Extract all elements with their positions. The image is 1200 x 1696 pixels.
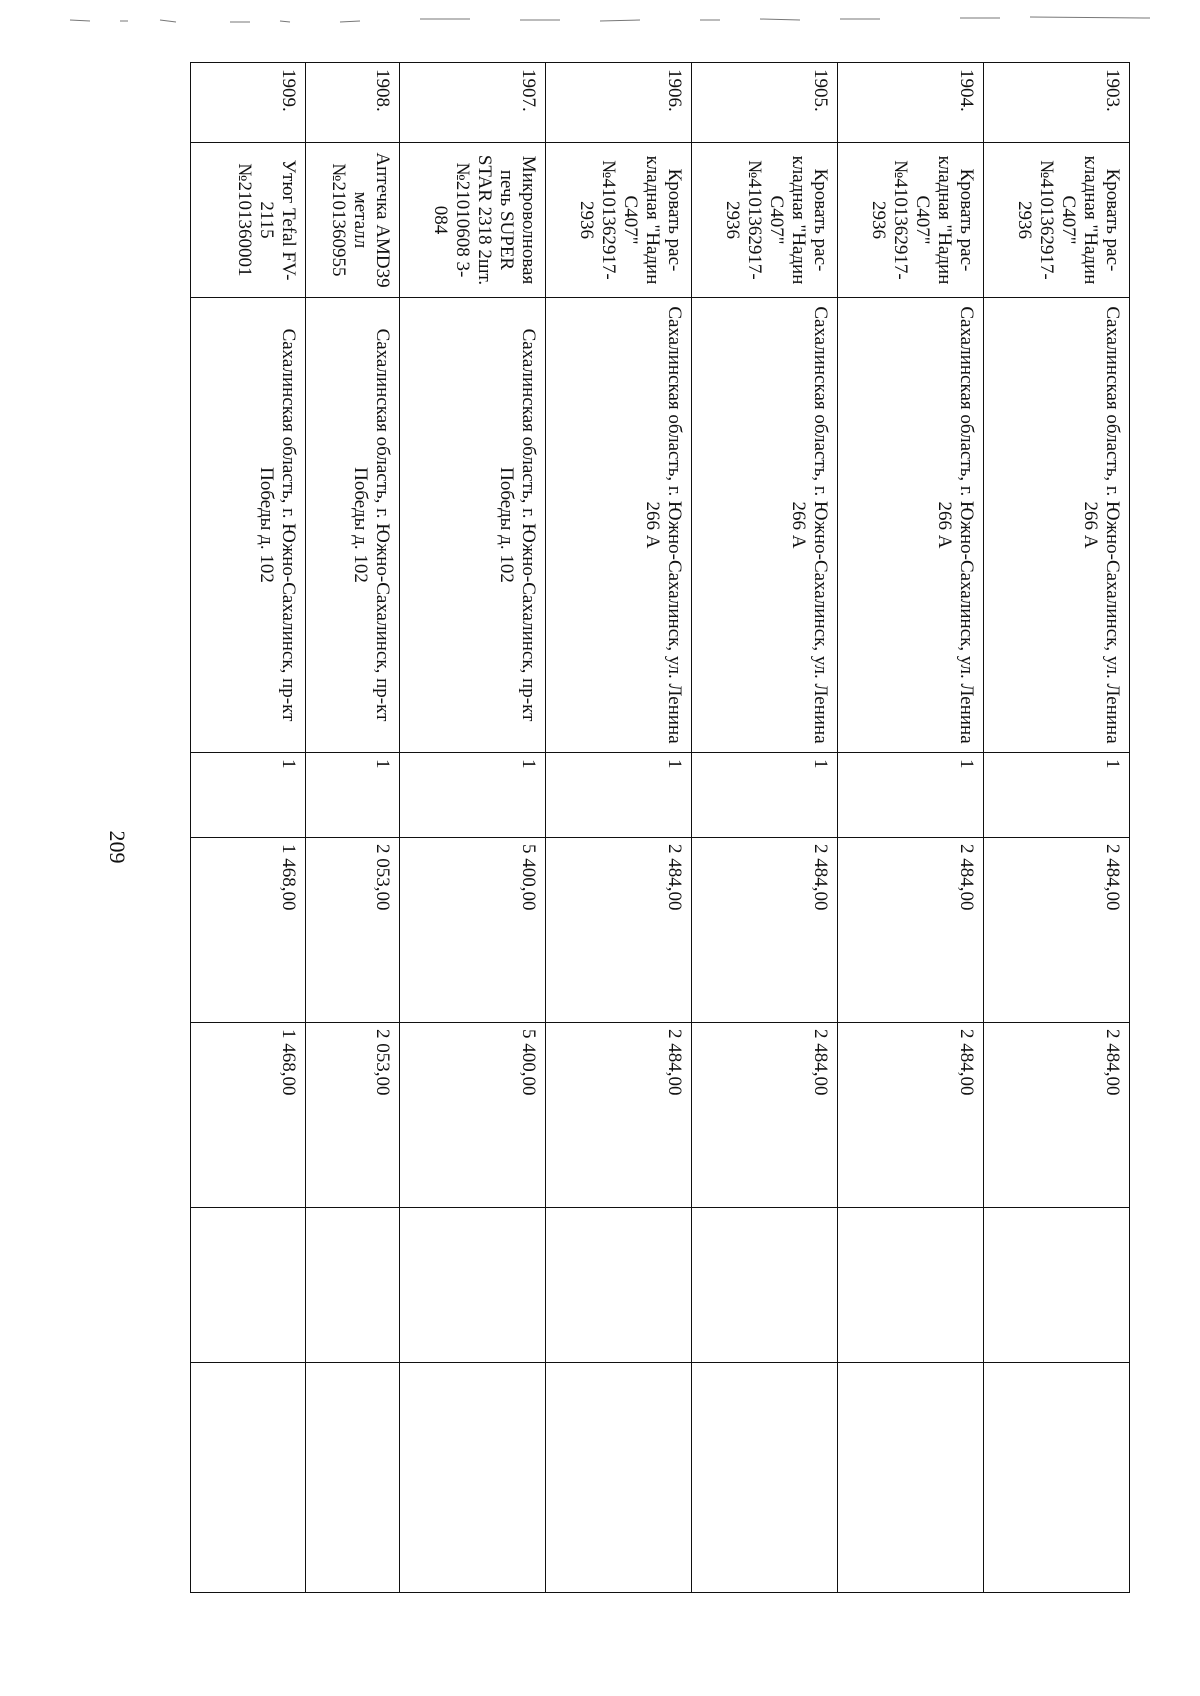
cell-empty <box>691 1363 837 1593</box>
cell-value: 5 400,00 <box>399 1023 545 1208</box>
cell-row-number: 1907. <box>399 63 545 143</box>
cell-price: 1 468,00 <box>191 838 306 1023</box>
cell-item-name: Аптечка AMD39 металл №2101360955 <box>305 143 399 298</box>
cell-row-number: 1905. <box>691 63 837 143</box>
cell-empty <box>399 1208 545 1363</box>
cell-item-name: Кровать рас-кладная "Надин С407" №4101362917-2936 <box>691 143 837 298</box>
table-row <box>305 63 399 1593</box>
cell-empty <box>191 1208 306 1363</box>
cell-row-number: 1909. <box>191 63 306 143</box>
cell-address: Сахалинская область, г. Южно-Сахалинск, ул. Ленина 266 А <box>983 298 1129 753</box>
cell-empty <box>305 1208 399 1363</box>
cell-quantity: 1 <box>691 753 837 838</box>
table-row <box>691 63 837 1593</box>
cell-quantity: 1 <box>305 753 399 838</box>
cell-empty <box>983 1363 1129 1593</box>
cell-price: 5 400,00 <box>399 838 545 1023</box>
cell-empty <box>837 1363 983 1593</box>
cell-quantity: 1 <box>837 753 983 838</box>
table-row <box>837 63 983 1593</box>
cell-value: 2 053,00 <box>305 1023 399 1208</box>
cell-address: Сахалинская область, г. Южно-Сахалинск, ул. Ленина 266 А <box>545 298 691 753</box>
cell-price: 2 484,00 <box>691 838 837 1023</box>
cell-empty <box>545 1363 691 1593</box>
cell-value: 2 484,00 <box>983 1023 1129 1208</box>
cell-address: Сахалинская область, г. Южно-Сахалинск, пр-кт Победы д. 102 <box>305 298 399 753</box>
scan-noise-strip <box>0 0 1200 30</box>
cell-empty <box>191 1363 306 1593</box>
cell-address: Сахалинская область, г. Южно-Сахалинск, ул. Ленина 266 А <box>691 298 837 753</box>
cell-quantity: 1 <box>191 753 306 838</box>
table-row <box>399 63 545 1593</box>
page-number: 209 <box>105 830 130 864</box>
cell-row-number: 1908. <box>305 63 399 143</box>
table-row <box>191 63 306 1593</box>
cell-quantity: 1 <box>399 753 545 838</box>
cell-value: 2 484,00 <box>691 1023 837 1208</box>
cell-item-name: Утюг Tefal FV-2115 №2101360001 <box>191 143 306 298</box>
cell-price: 2 484,00 <box>545 838 691 1023</box>
cell-row-number: 1903. <box>983 63 1129 143</box>
cell-empty <box>983 1208 1129 1363</box>
cell-empty <box>399 1363 545 1593</box>
cell-item-name: Кровать рас-кладная "Надин С407" №4101362917-2936 <box>545 143 691 298</box>
cell-quantity: 1 <box>983 753 1129 838</box>
cell-value: 2 484,00 <box>837 1023 983 1208</box>
table-row <box>983 63 1129 1593</box>
cell-empty <box>691 1208 837 1363</box>
table-row <box>545 63 691 1593</box>
cell-price: 2 484,00 <box>983 838 1129 1023</box>
cell-item-name: Кровать рас-кладная "Надин С407" №4101362917-2936 <box>837 143 983 298</box>
cell-price: 2 053,00 <box>305 838 399 1023</box>
cell-empty <box>545 1208 691 1363</box>
inventory-table <box>190 62 1130 1593</box>
cell-address: Сахалинская область, г. Южно-Сахалинск, пр-кт Победы д. 102 <box>399 298 545 753</box>
cell-item-name: Кровать рас-кладная "Надин С407" №4101362917-2936 <box>983 143 1129 298</box>
cell-address: Сахалинская область, г. Южно-Сахалинск, пр-кт Победы д. 102 <box>191 298 306 753</box>
cell-row-number: 1906. <box>545 63 691 143</box>
cell-value: 2 484,00 <box>545 1023 691 1208</box>
inventory-table-rotated <box>190 62 1130 1592</box>
cell-empty <box>837 1208 983 1363</box>
cell-quantity: 1 <box>545 753 691 838</box>
cell-address: Сахалинская область, г. Южно-Сахалинск, ул. Ленина 266 А <box>837 298 983 753</box>
cell-empty <box>305 1363 399 1593</box>
cell-price: 2 484,00 <box>837 838 983 1023</box>
cell-row-number: 1904. <box>837 63 983 143</box>
cell-value: 1 468,00 <box>191 1023 306 1208</box>
cell-item-name: Микроволновая печь SUPER STAR 2318 2шт.№21010608 3-084 <box>399 143 545 298</box>
